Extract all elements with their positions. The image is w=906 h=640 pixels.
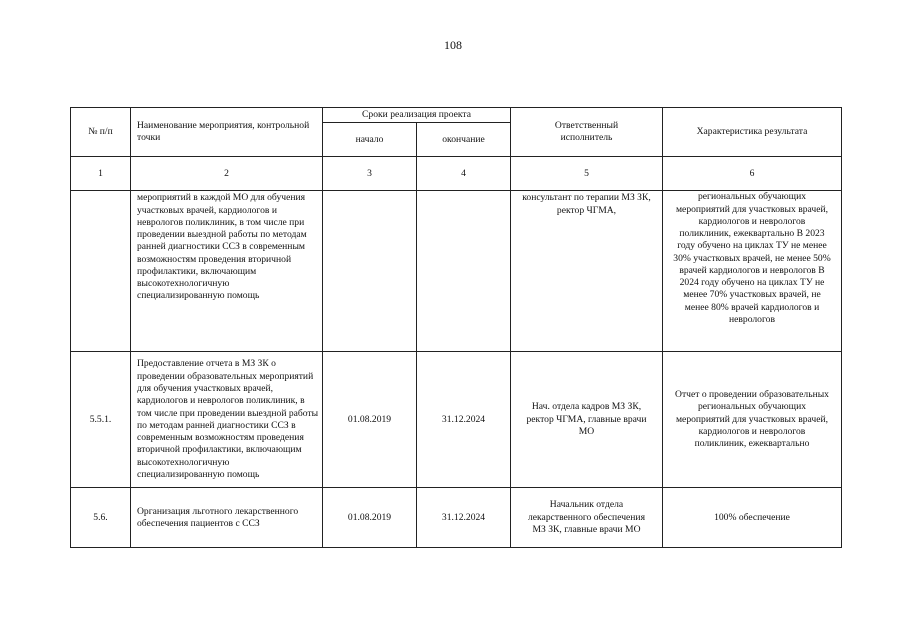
row-result: Отчет о проведении образовательных региональных обучающих мероприятий для участковых врачей, кардиологов и неврологов поликлиник, ежеквартально — [663, 352, 842, 488]
row-name: Организация льготного лекарственного обеспечения пациентов с ССЗ — [131, 488, 323, 548]
table-row — [71, 352, 842, 488]
table-row — [71, 488, 842, 548]
row-name: мероприятий в каждой МО для обучения участковых врачей, кардиологов и неврологов поликлиник, в том числе при проведении выездной работы по методам ранней диагностики ССЗ в современным возможностям проведения вторичной профилактики, включающим высокотехнологичную специализированную помощь — [131, 191, 323, 352]
row-result: 100% обеспечение — [663, 488, 842, 548]
column-number: 3 — [323, 157, 417, 191]
header-num: № п/п — [71, 108, 131, 157]
header-responsible: Ответственный исполнитель — [511, 108, 663, 157]
row-start — [323, 191, 417, 352]
column-number: 2 — [131, 157, 323, 191]
column-number: 5 — [511, 157, 663, 191]
column-number: 4 — [417, 157, 511, 191]
header-result: Характеристика результата — [663, 108, 842, 157]
row-num: 5.6. — [71, 488, 131, 548]
table-row — [71, 191, 842, 352]
header-row — [71, 108, 842, 123]
column-number: 6 — [663, 157, 842, 191]
plan-table — [70, 107, 842, 548]
row-responsible: консультант по терапии МЗ ЗК, ректор ЧГМА, — [511, 191, 663, 352]
page-number: 108 — [444, 38, 462, 52]
header-start: начало — [323, 123, 417, 157]
row-start: 01.08.2019 — [323, 352, 417, 488]
row-end — [417, 191, 511, 352]
column-numbers-row — [71, 157, 842, 191]
row-start: 01.08.2019 — [323, 488, 417, 548]
row-responsible: Начальник отдела лекарственного обеспечения МЗ ЗК, главные врачи МО — [511, 488, 663, 548]
column-number: 1 — [71, 157, 131, 191]
row-end: 31.12.2024 — [417, 488, 511, 548]
row-name: Предоставление отчета в МЗ ЗК о проведении образовательных мероприятий для обучения участковых врачей, кардиологов и неврологов поликлиник, в том числе при проведении выездной работы по методам ранней диагностики ССЗ в современным возможностям проведения вторичной профилактики, включающим высокотехнологичную специализированную помощь — [131, 352, 323, 488]
header-terms: Сроки реализация проекта — [323, 108, 511, 123]
row-result: региональных обучающих мероприятий для участковых врачей, кардиологов и неврологов поликлиник, ежеквартально В 2023 году обучено на циклах ТУ не менее 30% участковых врачей, не менее 50% врачей кардиологов и неврологов В 2024 году обучено на циклах ТУ не менее 70% участковых врачей, не менее 80% врачей кардиологов и неврологов — [663, 191, 842, 352]
row-end: 31.12.2024 — [417, 352, 511, 488]
row-responsible: Нач. отдела кадров МЗ ЗК, ректор ЧГМА, главные врачи МО — [511, 352, 663, 488]
row-num — [71, 191, 131, 352]
row-num: 5.5.1. — [71, 352, 131, 488]
header-end: окончание — [417, 123, 511, 157]
header-name: Наименование мероприятия, контрольной точки — [131, 108, 323, 157]
